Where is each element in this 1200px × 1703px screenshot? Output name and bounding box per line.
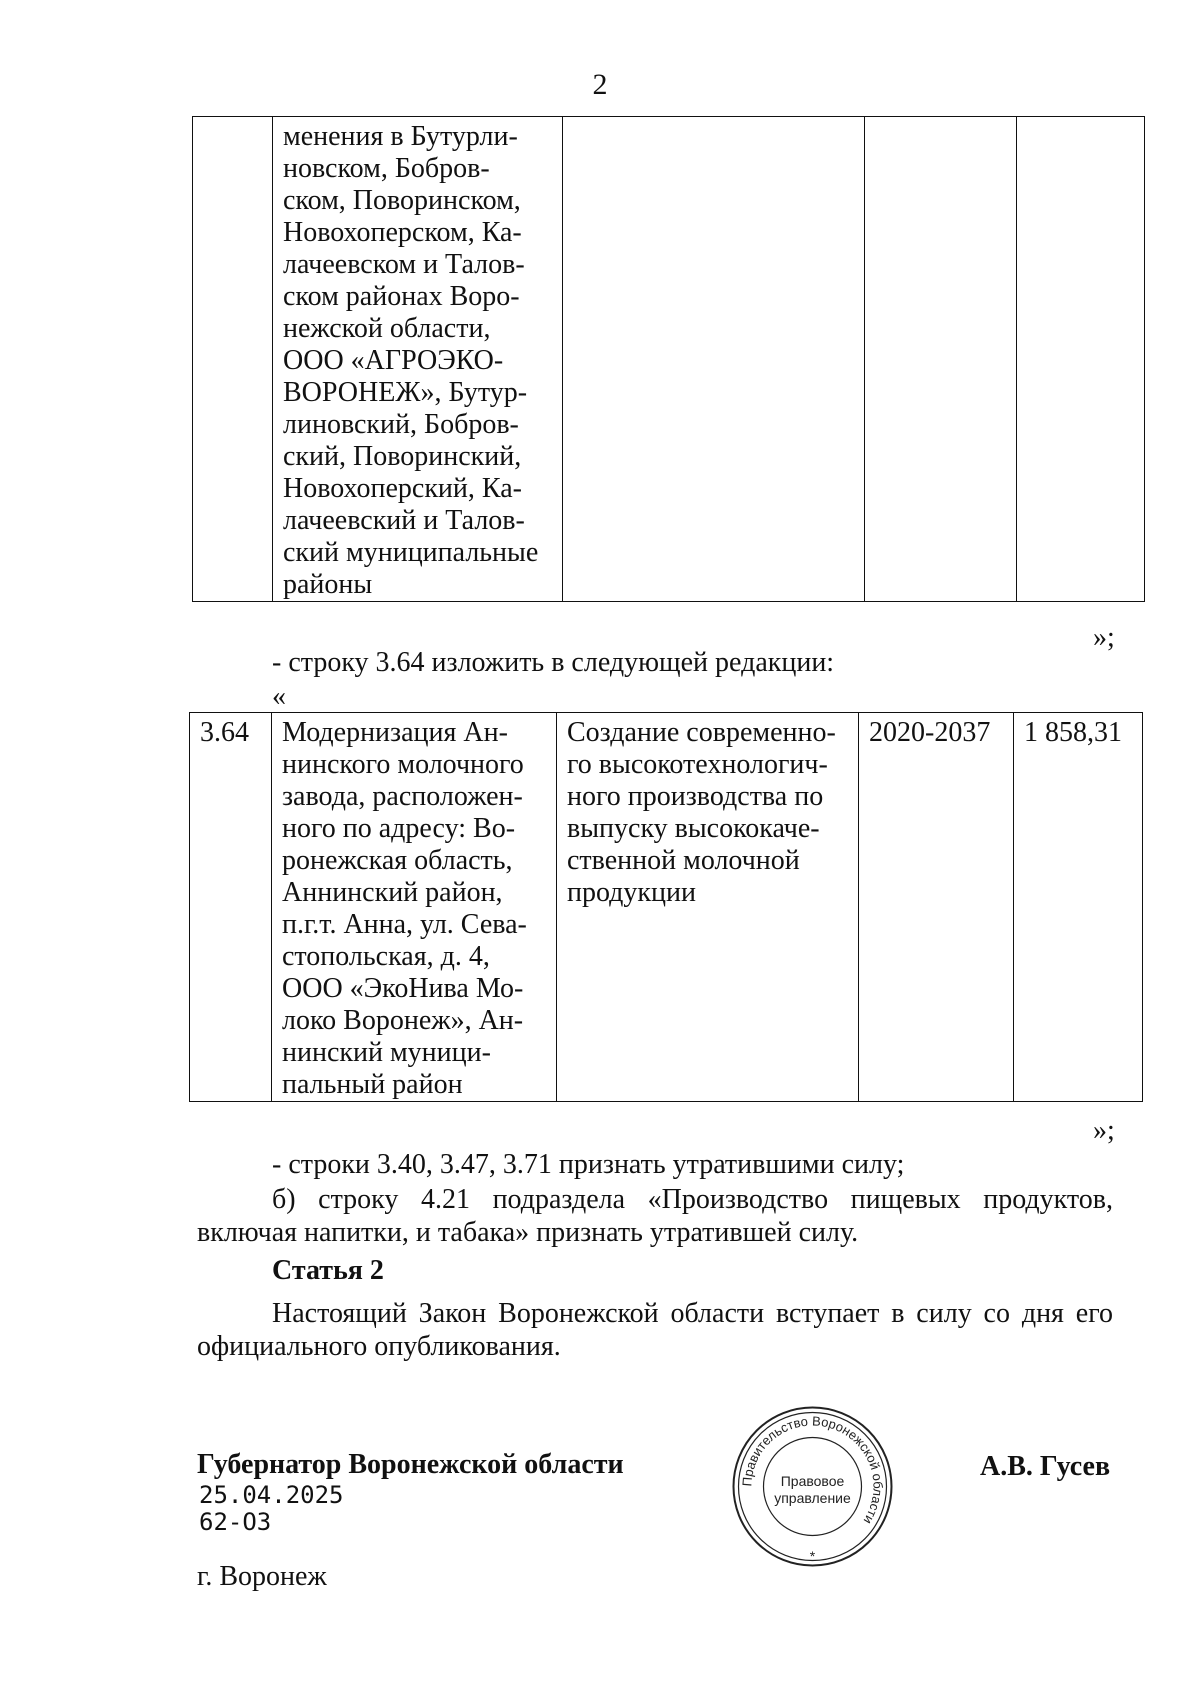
period-cell <box>865 117 1017 602</box>
project-name-cell: Модернизация Ан- нинского молочного завода, расположен- ного по адресу: Во- ронежская область, Аннинский район, п.г.т. Анна, ул. Сева- стопольская, д. 4, ООО «ЭкоНива Мо- локо Воронеж», Ан- нинский муници- пальный район <box>272 713 557 1102</box>
project-goal-cell <box>563 117 865 602</box>
table-row <box>193 117 1145 602</box>
signatory-name: А.В. Гусев <box>980 1451 1111 1482</box>
instruction-line-2: - строки 3.40, 3.47, 3.71 признать утратившими силу; <box>272 1149 905 1180</box>
row-number-cell <box>193 117 273 602</box>
table-row-3-64 <box>189 712 1143 1102</box>
city: г. Воронеж <box>197 1561 327 1592</box>
row-number-cell: 3.64 <box>190 713 272 1102</box>
instruction-line-1: - строку 3.64 изложить в следующей редакции: <box>272 647 835 678</box>
project-name-cell: менения в Бутурли- новском, Бобров- ском, Поворинском, Новохоперском, Ка- лачеевском и Талов- ском районах Воро- нежской области, ООО «АГРОЭКО- ВОРОНЕЖ», Бутур- линовский, Бобров- ский, Поворинский, Новохоперский, Ка- лачеевский и Талов- ский муниципальные районы <box>273 117 563 602</box>
governor-title: Губернатор Воронежской области <box>197 1449 624 1480</box>
seal-center-text-2: управление <box>774 1490 851 1506</box>
amount-cell <box>1017 117 1145 602</box>
amount-cell: 1 858,31 <box>1014 713 1143 1102</box>
closing-quote-1: »; <box>1093 622 1115 653</box>
seal-ring-text: Правительство Воронежской области <box>739 1413 886 1527</box>
table-continuation <box>192 116 1145 602</box>
article-text: Настоящий Закон Воронежской области вступает в силу со дня его официального опубликования. <box>197 1298 1113 1362</box>
table-row <box>190 713 1143 1102</box>
period-cell: 2020-2037 <box>859 713 1014 1102</box>
opening-quote: « <box>272 681 286 712</box>
article-heading: Статья 2 <box>272 1255 384 1286</box>
seal-star-icon: * <box>809 1548 816 1564</box>
seal-center-text-1: Правовое <box>780 1473 845 1489</box>
project-goal-cell: Создание современно- го высокотехнологич- ного производства по выпуску высококаче- ственной молочной продукции <box>557 713 859 1102</box>
instruction-line-3: б) строку 4.21 подраздела «Производство пищевых продуктов, включая напитки, и табака» признать утратившей силу. <box>197 1184 1113 1248</box>
law-date: 25.04.2025 <box>199 1481 344 1509</box>
official-seal <box>730 1404 895 1569</box>
closing-quote-2: »; <box>1093 1115 1115 1146</box>
law-number: 62-ОЗ <box>199 1508 272 1536</box>
page-number: 2 <box>592 68 608 101</box>
